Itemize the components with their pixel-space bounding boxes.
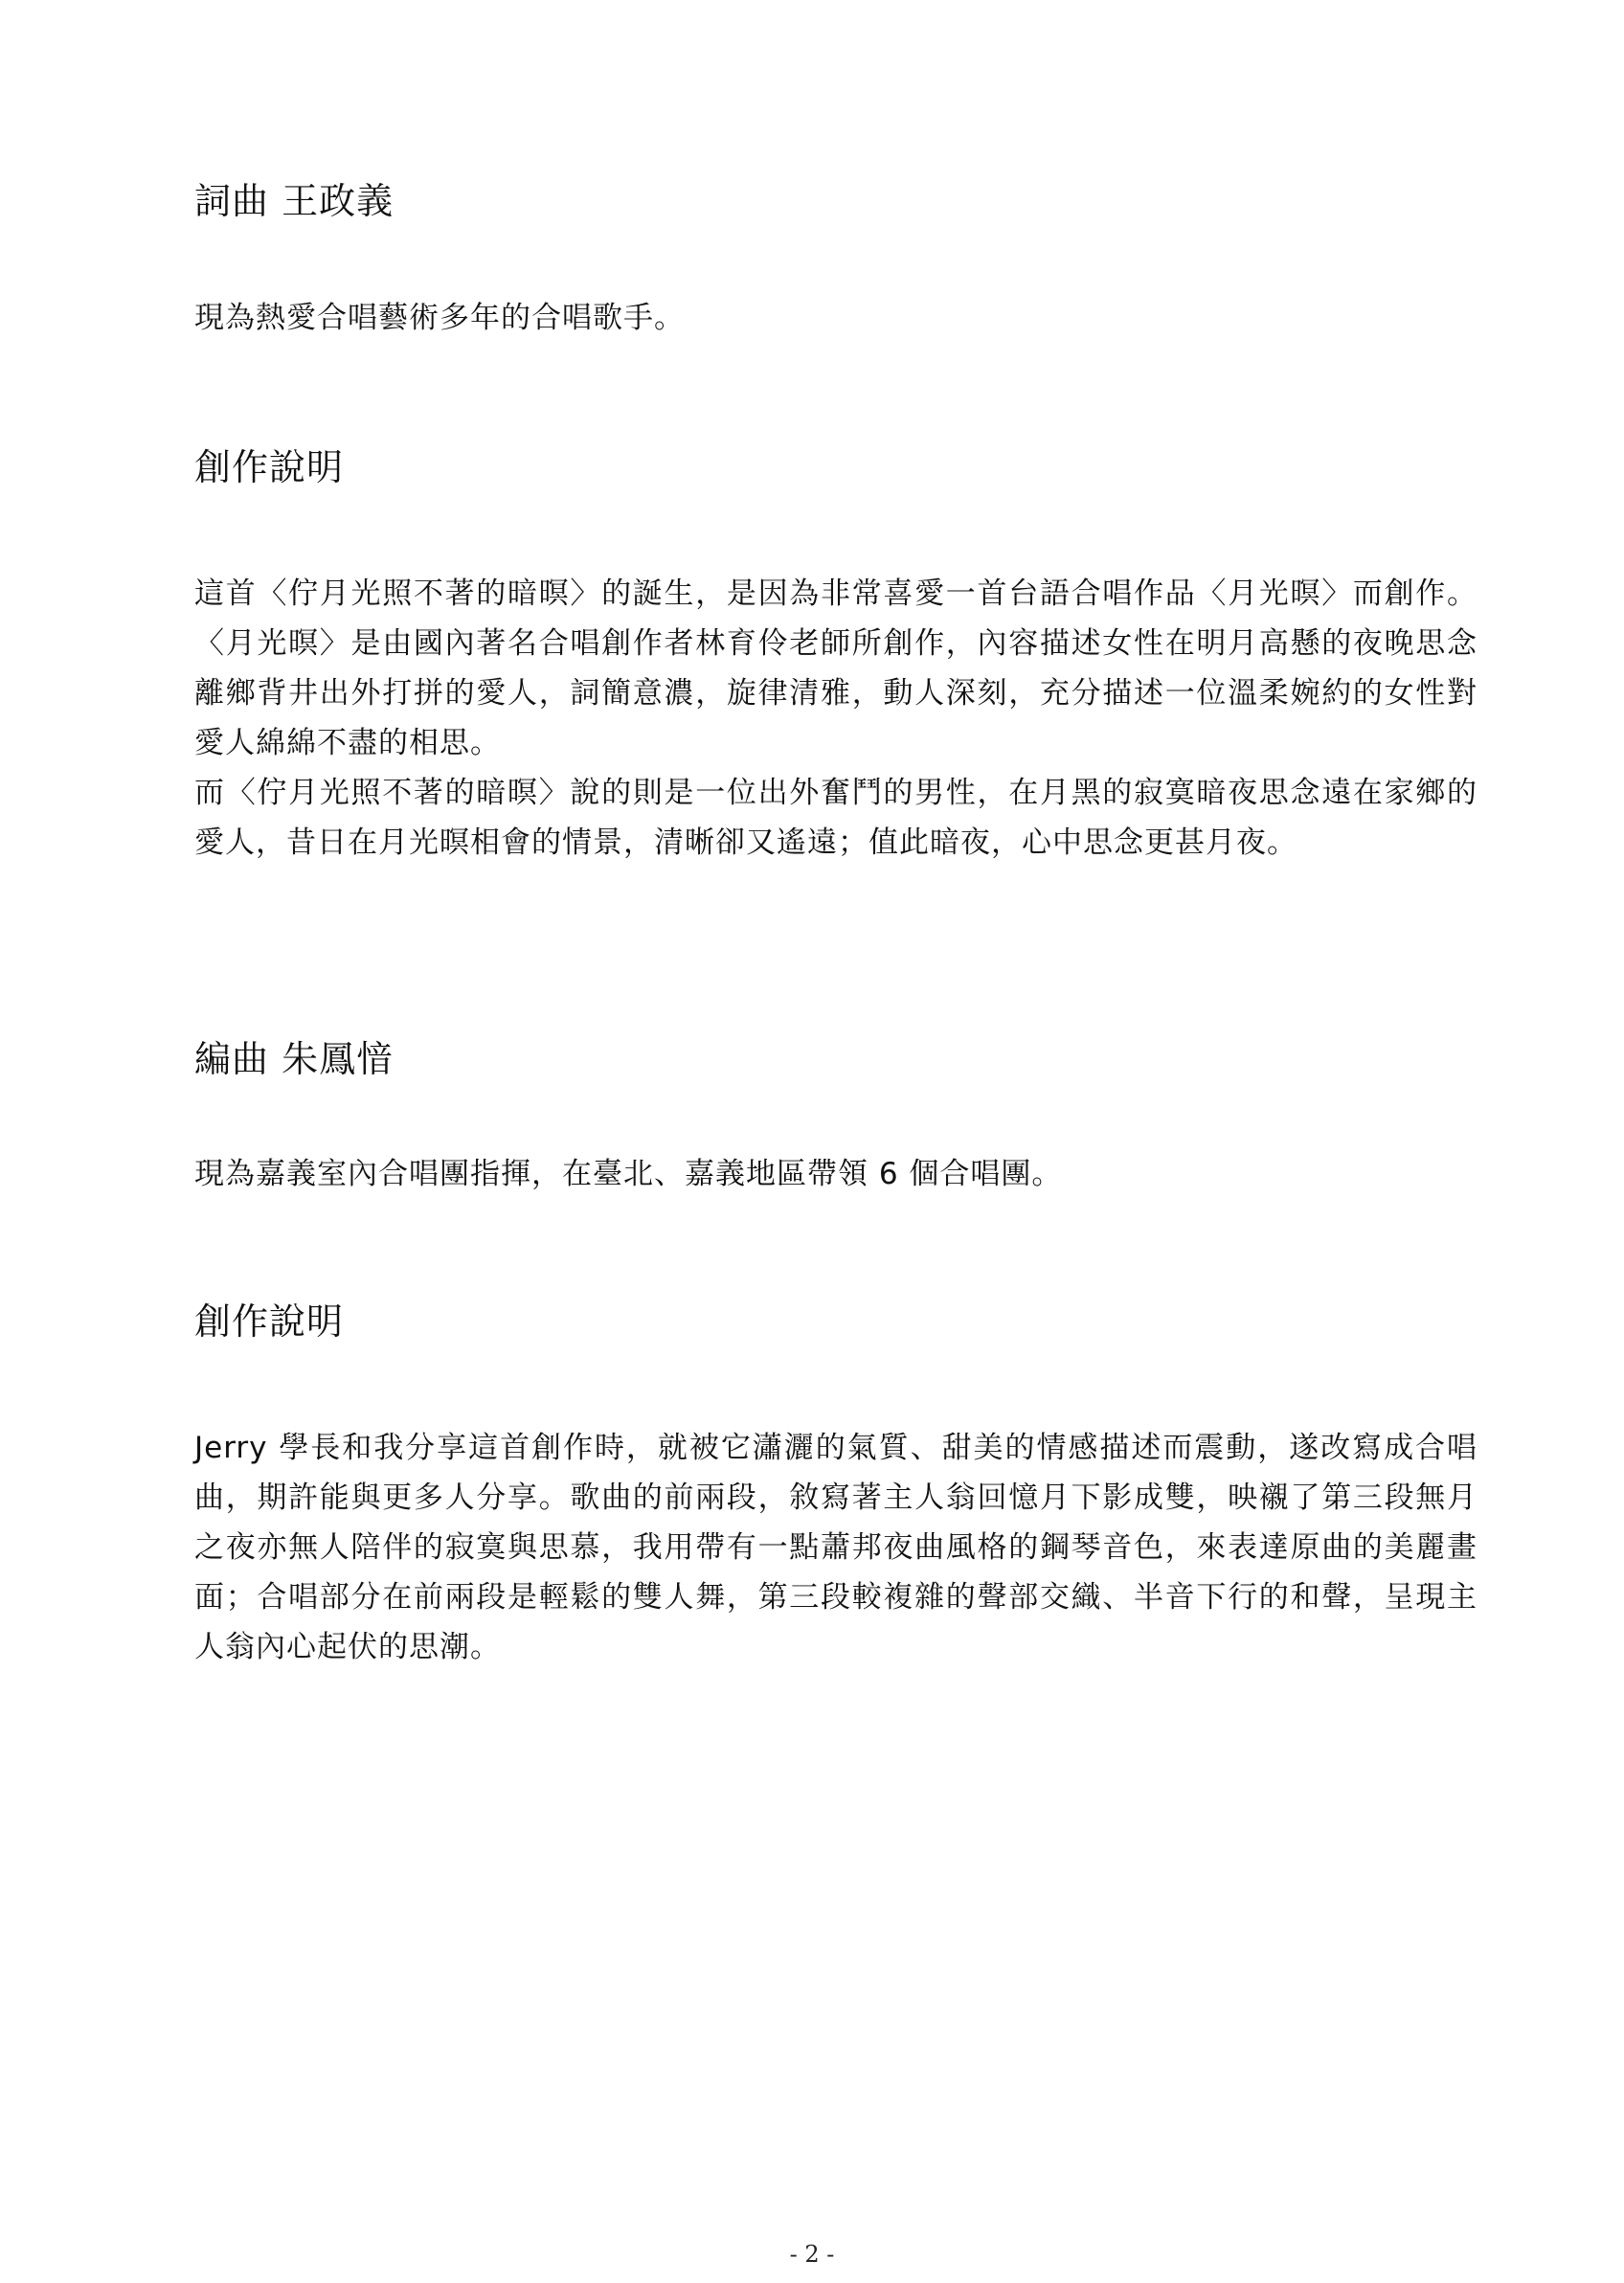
page-number: - 2 - <box>789 2241 835 2268</box>
arranger-bio: 現為嘉義室內合唱團指揮，在臺北、嘉義地區帶領 6 個合唱團。 <box>194 1157 1063 1191</box>
lyricist-notes-paragraph: 這首〈佇月光照不著的暗暝〉的誕生，是因為非常喜愛一首台語合唱作品〈月光暝〉而創作。〈月光暝〉是由國內著名合唱創作者林育伶老師所創作，內容描述女性在明月高懸的夜晚思念離鄉背井出外打拼的愛人，詞簡意濃，旋律清雅，動人深刻，充分描述一位溫柔婉約的女性對愛人綿綿不盡的相思。 <box>194 576 1477 760</box>
page-content <box>194 172 1477 1672</box>
lyricist-notes-paragraph: 而〈佇月光照不著的暗暝〉說的則是一位出外奮鬥的男性，在月黑的寂寞暗夜思念遠在家鄉的愛人，昔日在月光暝相會的情景，清晰卻又遙遠；值此暗夜，心中思念更甚月夜。 <box>194 776 1477 860</box>
lyricist-heading: 詞曲 王政義 <box>194 180 395 222</box>
arranger-notes-paragraph: Jerry 學長和我分享這首創作時，就被它瀟灑的氣質、甜美的情感描述而震動，遂改寫成合唱曲，期許能與更多人分享。歌曲的前兩段，敘寫著主人翁回憶月下影成雙，映襯了第三段無月之夜亦無人陪伴的寂寞與思慕，我用帶有一點蕭邦夜曲風格的鋼琴音色，來表達原曲的美麗畫面；合唱部分在前兩段是輕鬆的雙人舞，第三段較複雜的聲部交織、半音下行的和聲，呈現主人翁內心起伏的思潮。 <box>194 1431 1477 1664</box>
arranger-heading: 編曲 朱鳳愔 <box>194 1038 395 1080</box>
arranger-section <box>194 1030 1477 1672</box>
lyricist-notes-heading: 創作說明 <box>194 446 345 488</box>
arranger-notes-heading: 創作說明 <box>194 1300 345 1343</box>
lyricist-bio: 現為熱愛合唱藝術多年的合唱歌手。 <box>194 301 685 335</box>
lyricist-section <box>194 172 1477 868</box>
